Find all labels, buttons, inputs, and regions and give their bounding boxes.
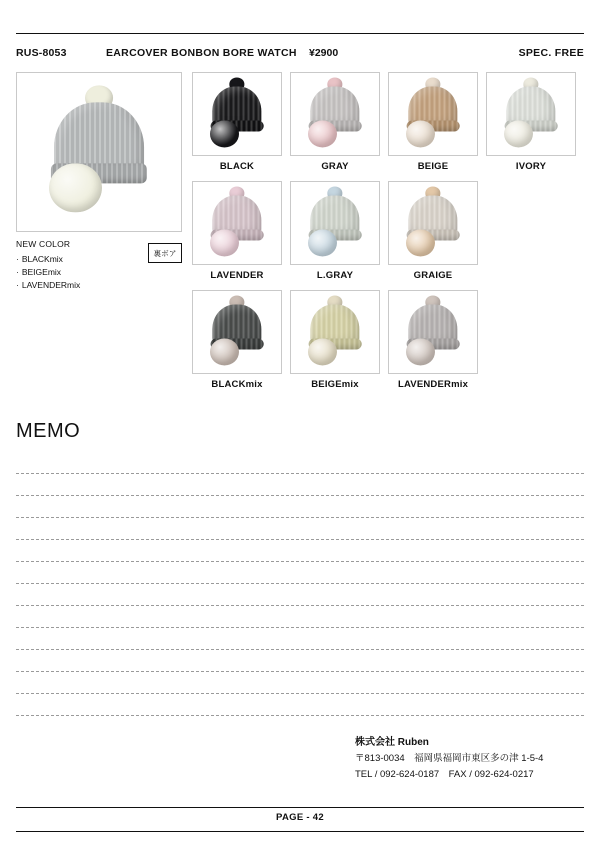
- color-swatch-grid: [192, 72, 584, 399]
- swatch-label: GRAY: [321, 161, 349, 172]
- ear-pom-pom: [504, 120, 533, 147]
- hat-illustration: [203, 186, 271, 259]
- swatch-label: BLACK: [219, 161, 255, 172]
- swatch-label: BLACKmix: [211, 379, 263, 390]
- swatch-row: [192, 290, 584, 393]
- hat-illustration: [399, 186, 467, 259]
- memo-line: [16, 518, 584, 540]
- memo-line: [16, 650, 584, 672]
- new-color-list: [16, 253, 146, 292]
- swatch-label: IVORY: [515, 161, 547, 172]
- color-swatch[interactable]: [388, 290, 478, 393]
- ear-pom-pom: [210, 229, 239, 256]
- swatch-photo: [290, 181, 380, 265]
- color-swatch[interactable]: [290, 72, 380, 175]
- hat-illustration: [37, 85, 161, 218]
- swatch-label: GRAIGE: [413, 270, 453, 281]
- company-info: [355, 735, 584, 783]
- product-header: [16, 47, 584, 63]
- header-divider: [16, 33, 584, 34]
- new-color-title: NEW COLOR: [16, 239, 71, 249]
- swatch-row: [192, 72, 584, 175]
- memo-line: [16, 496, 584, 518]
- new-color-item: · BEIGEmix: [16, 266, 146, 279]
- memo-title: MEMO: [16, 420, 81, 442]
- color-swatch[interactable]: [192, 72, 282, 175]
- swatch-photo: [388, 181, 478, 265]
- swatch-photo: [192, 290, 282, 374]
- color-swatch[interactable]: [290, 290, 380, 393]
- product-spec: SPEC. FREE: [518, 47, 584, 59]
- swatch-row: [192, 181, 584, 284]
- ear-pom-pom: [49, 163, 102, 213]
- hat-illustration: [497, 77, 565, 150]
- new-color-item: · LAVENDERmix: [16, 279, 146, 292]
- hat-illustration: [203, 295, 271, 368]
- footer-divider-top: [16, 807, 584, 808]
- color-swatch[interactable]: [192, 290, 282, 393]
- swatch-label: BEIGEmix: [311, 379, 359, 390]
- hat-illustration: [301, 77, 369, 150]
- swatch-label: BEIGE: [417, 161, 449, 172]
- ear-pom-pom: [308, 338, 337, 365]
- memo-line: [16, 606, 584, 628]
- ear-pom-pom: [406, 120, 435, 147]
- boa-lining-badge: 裏ボア: [148, 243, 182, 263]
- hat-illustration: [203, 77, 271, 150]
- new-color-note: [16, 238, 146, 292]
- swatch-photo: [486, 72, 576, 156]
- swatch-label: L.GRAY: [316, 270, 354, 281]
- product-name: EARCOVER BONBON BORE WATCH: [106, 47, 297, 59]
- ear-pom-pom: [308, 229, 337, 256]
- company-name: 株式会社 Ruben: [355, 737, 429, 748]
- memo-line: [16, 584, 584, 606]
- memo-line: [16, 540, 584, 562]
- swatch-photo: [290, 290, 380, 374]
- memo-lines: [16, 452, 584, 716]
- hat-illustration: [399, 77, 467, 150]
- ear-pom-pom: [406, 338, 435, 365]
- memo-line: [16, 562, 584, 584]
- color-swatch[interactable]: [192, 181, 282, 284]
- page-number: PAGE - 42: [276, 812, 324, 823]
- memo-line: [16, 474, 584, 496]
- swatch-photo: [388, 290, 478, 374]
- swatch-label: LAVENDER: [210, 270, 264, 281]
- memo-line: [16, 628, 584, 650]
- memo-line: [16, 694, 584, 716]
- swatch-photo: [290, 72, 380, 156]
- new-color-item: · BLACKmix: [16, 253, 146, 266]
- color-swatch[interactable]: [290, 181, 380, 284]
- company-contact: TEL / 092-624-0187 FAX / 092-624-0217: [355, 769, 534, 780]
- memo-line: [16, 452, 584, 474]
- ear-pom-pom: [308, 120, 337, 147]
- color-swatch[interactable]: [486, 72, 576, 175]
- main-product-photo: [16, 72, 182, 232]
- color-swatch[interactable]: [388, 181, 478, 284]
- hat-illustration: [301, 295, 369, 368]
- product-price: ¥2900: [309, 47, 339, 59]
- ear-pom-pom: [210, 338, 239, 365]
- ear-pom-pom: [210, 120, 239, 147]
- footer-divider-bottom: [16, 831, 584, 832]
- color-swatch[interactable]: [388, 72, 478, 175]
- company-address: 〒813-0034 福岡県福岡市東区多の津 1-5-4: [355, 753, 544, 764]
- hat-illustration: [399, 295, 467, 368]
- swatch-photo: [192, 181, 282, 265]
- swatch-photo: [388, 72, 478, 156]
- memo-line: [16, 672, 584, 694]
- ear-pom-pom: [406, 229, 435, 256]
- product-code: RUS-8053: [16, 47, 67, 59]
- swatch-label: LAVENDERmix: [397, 379, 469, 390]
- swatch-photo: [192, 72, 282, 156]
- hat-illustration: [301, 186, 369, 259]
